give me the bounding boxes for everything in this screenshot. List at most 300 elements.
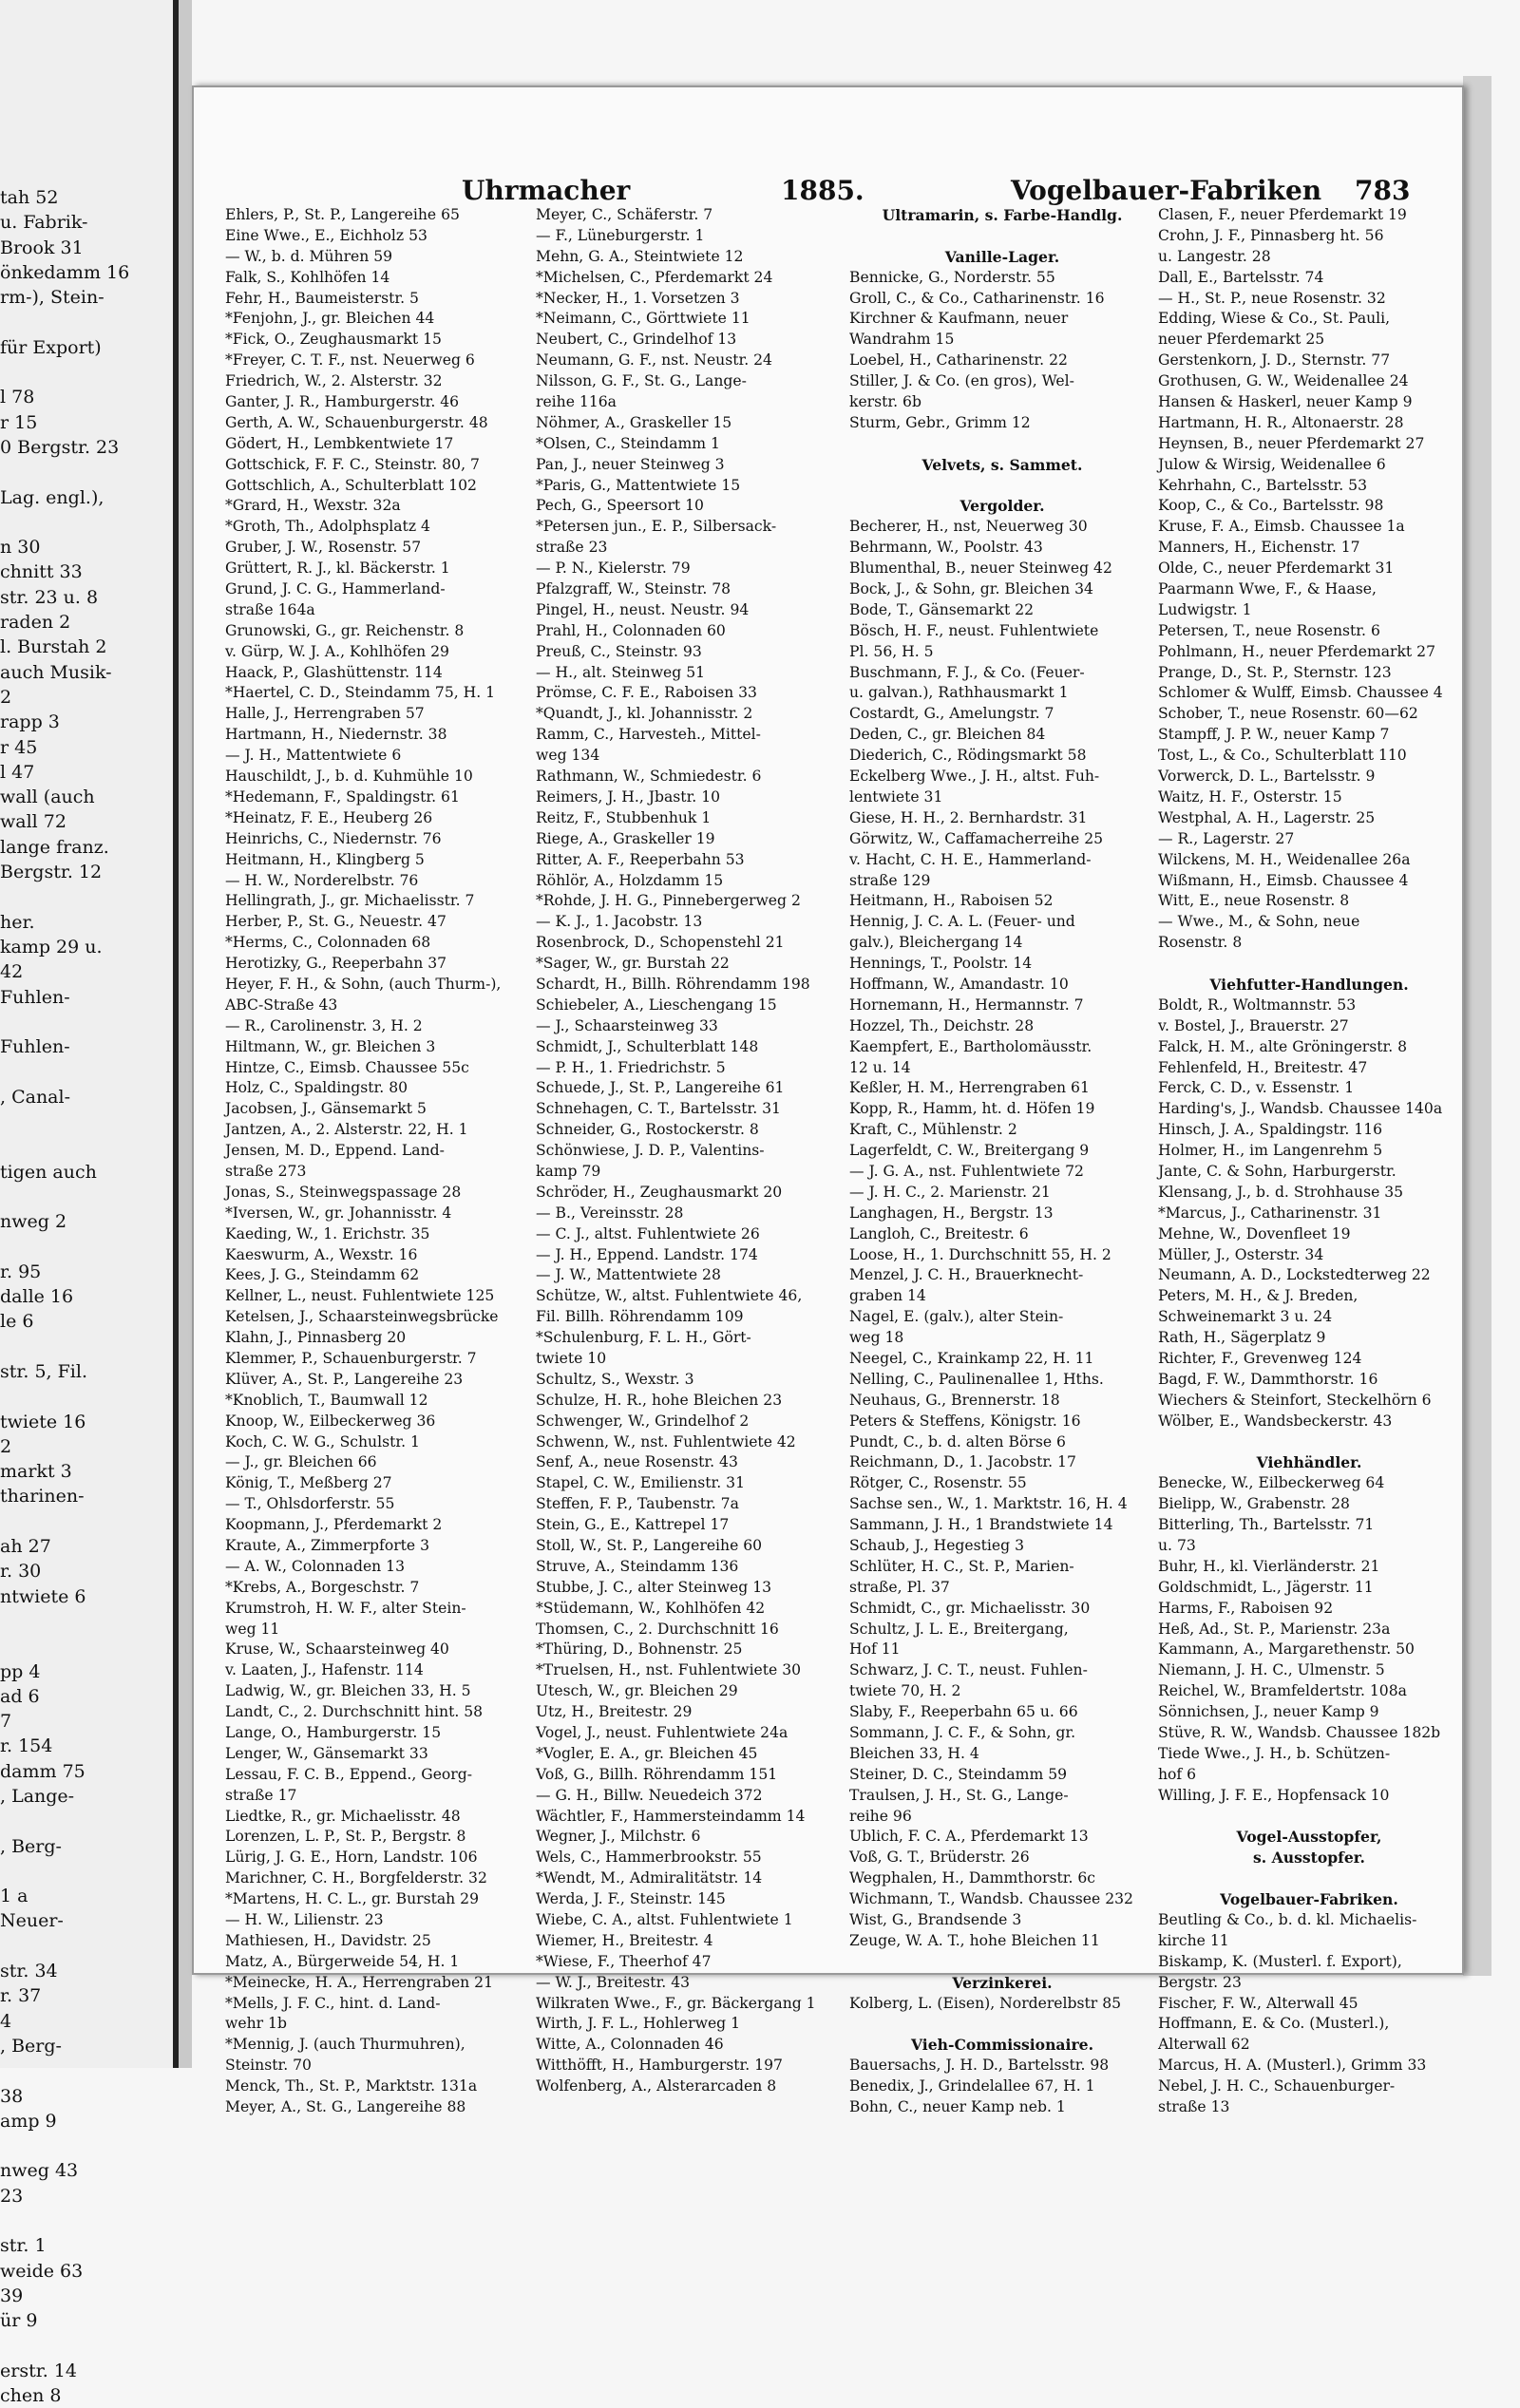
directory-entry: Giese, H. H., 2. Bernhardstr. 31 (849, 808, 1088, 826)
previous-page-line: raden 2 (0, 612, 71, 634)
directory-entry: — P. N., Kielerstr. 79 (536, 559, 691, 578)
spacer (849, 434, 1155, 455)
directory-entry: Wist, G., Brandsende 3 (849, 1911, 1022, 1929)
directory-entry: Jonas, S., Steinwegspassage 28 (225, 1183, 462, 1201)
previous-page-line: , Berg- (0, 2035, 62, 2057)
section-heading: Vergolder. (960, 497, 1045, 516)
directory-entry: Kaeswurm, A., Wexstr. 16 (225, 1245, 418, 1263)
directory-entry: Klensang, J., b. d. Strohhause 35 (1158, 1183, 1404, 1201)
directory-entry: *Krebs, A., Borgeschstr. 7 (225, 1578, 420, 1596)
directory-entry: Stapel, C. W., Emilienstr. 31 (536, 1474, 745, 1492)
previous-page-line: tigen auch (0, 1161, 97, 1183)
directory-entry: Bleichen 33, H. 4 (849, 1744, 979, 1762)
directory-entry: Westphal, A. H., Lagerstr. 25 (1158, 808, 1376, 826)
directory-entry: Hennings, T., Poolstr. 14 (849, 955, 1033, 973)
directory-entry: Utz, H., Breitestr. 29 (536, 1703, 693, 1721)
directory-entry: Wölber, E., Wandsbeckerstr. 43 (1158, 1412, 1393, 1430)
directory-entry: Benedix, J., Grindelallee 67, H. 1 (849, 2077, 1095, 2095)
previous-page-line: chnitt 33 (0, 561, 83, 583)
directory-entry: Jacobsen, J., Gänsemarkt 5 (225, 1100, 427, 1118)
directory-entry: Landt, C., 2. Durchschnitt hint. 58 (225, 1703, 484, 1721)
directory-entry: Kopp, R., Hamm, ht. d. Höfen 19 (849, 1100, 1095, 1118)
previous-page-line: nweg 2 (0, 1211, 67, 1233)
directory-entry: Bock, J., & Sohn, gr. Bleichen 34 (849, 580, 1093, 598)
directory-entry: Witthöfft, H., Hamburgerstr. 197 (536, 2057, 783, 2075)
directory-entry: Pundt, C., b. d. alten Börse 6 (849, 1432, 1066, 1450)
directory-entry: Nelling, C., Paulinenallee 1, Hths. (849, 1370, 1104, 1388)
directory-entry: *Petersen jun., E. P., Silbersack- (536, 518, 777, 536)
directory-entry: *Michelsen, C., Pferdemarkt 24 (536, 268, 773, 286)
directory-entry: Ladwig, W., gr. Bleichen 33, H. 5 (225, 1682, 471, 1700)
directory-entry: Hinsch, J. A., Spaldingstr. 116 (1158, 1121, 1383, 1139)
spacer (849, 1952, 1155, 1973)
directory-entry: u. galvan.), Rathhausmarkt 1 (849, 684, 1069, 702)
book-spine (179, 0, 192, 2068)
directory-entry: Sachse sen., W., 1. Marktstr. 16, H. 4 (849, 1495, 1128, 1513)
directory-entry: Wächtler, F., Hammersteindamm 14 (536, 1807, 806, 1825)
directory-entry: Bitterling, Th., Bartelsstr. 71 (1158, 1516, 1375, 1534)
directory-entry: *Mennig, J. (auch Thurmuhren), (225, 2036, 466, 2054)
directory-entry: Wels, C., Hammerbrookstr. 55 (536, 1849, 762, 1867)
directory-entry: König, T., Meßberg 27 (225, 1474, 392, 1492)
directory-entry: weg 11 (225, 1620, 280, 1638)
previous-page-line (0, 2058, 129, 2083)
previous-page-line: amp 9 (0, 2110, 57, 2132)
directory-entry: Heitmann, H., Raboisen 52 (849, 892, 1054, 910)
directory-entry: Reichmann, D., 1. Jacobstr. 17 (849, 1453, 1076, 1471)
directory-entry: — K. J., 1. Jacobstr. 13 (536, 913, 703, 931)
directory-entry: Schultz, S., Wexstr. 3 (536, 1370, 694, 1388)
column-2 (536, 205, 842, 2097)
directory-entry: Edding, Wiese & Co., St. Pauli, (1158, 310, 1391, 328)
directory-entry: Bohn, C., neuer Kamp neb. 1 (849, 2098, 1066, 2116)
previous-page-line: her. (0, 911, 35, 933)
section-heading: Velvets, s. Sammet. (922, 455, 1083, 474)
previous-page-line (0, 1384, 129, 1409)
directory-entry: — J. H., Mattentwiete 6 (225, 747, 402, 765)
directory-entry: Lange, O., Hamburgerstr. 15 (225, 1724, 442, 1742)
previous-page-line: ad 6 (0, 1685, 40, 1707)
directory-entry: Pan, J., neuer Steinweg 3 (536, 455, 725, 473)
previous-page-line (0, 1509, 129, 1534)
directory-entry: Grüttert, R. J., kl. Bäckerstr. 1 (225, 559, 450, 578)
directory-entry: Lürig, J. G. E., Horn, Landstr. 106 (225, 1849, 478, 1867)
directory-entry: Kammann, A., Margarethenstr. 50 (1158, 1640, 1415, 1659)
directory-entry: Meyer, C., Schäferstr. 7 (536, 206, 713, 223)
directory-entry: Hornemann, H., Hermannstr. 7 (849, 995, 1084, 1014)
directory-entry: Kees, J. G., Steindamm 62 (225, 1266, 420, 1284)
spacer (1158, 1868, 1460, 1889)
directory-entry: Pl. 56, H. 5 (849, 642, 934, 660)
directory-entry: straße, Pl. 37 (849, 1578, 950, 1596)
directory-entry: Kaempfert, E., Bartholomäusstr. (849, 1037, 1092, 1055)
directory-entry: Biskamp, K. (Musterl. f. Export), (1158, 1952, 1402, 1970)
previous-page-line: u. Fabrik- (0, 212, 88, 234)
directory-entry: Krumstroh, H. W. F., alter Stein- (225, 1599, 466, 1617)
directory-entry: Boldt, R., Woltmannstr. 53 (1158, 995, 1357, 1014)
directory-entry: Kraute, A., Zimmerpforte 3 (225, 1537, 430, 1554)
directory-entry: Hiltmann, W., gr. Bleichen 3 (225, 1037, 436, 1055)
directory-entry: Vogel, J., neust. Fuhlentwiete 24a (536, 1724, 788, 1742)
directory-entry: Neegel, C., Krainkamp 22, H. 11 (849, 1349, 1094, 1367)
year: 1885. (781, 175, 864, 206)
directory-entry: Menzel, J. C. H., Brauerknecht- (849, 1266, 1084, 1284)
directory-entry: Wegphalen, H., Dammthorstr. 6c (849, 1869, 1096, 1887)
directory-entry: Werda, J. F., Steinstr. 145 (536, 1890, 726, 1908)
previous-page-line (0, 2133, 129, 2158)
directory-entry: hof 6 (1158, 1765, 1197, 1783)
directory-entry: *Quandt, J., kl. Johannisstr. 2 (536, 705, 753, 723)
directory-entry: Friedrich, W., 2. Alsterstr. 32 (225, 372, 443, 390)
directory-entry: Röhlör, A., Holzdamm 15 (536, 871, 724, 889)
directory-entry: Rosenstr. 8 (1158, 934, 1243, 952)
directory-entry: Rosenbrock, D., Schopenstehl 21 (536, 934, 785, 952)
directory-entry: — J., Schaarsteinweg 33 (536, 1016, 718, 1034)
previous-page-line (0, 884, 129, 909)
directory-entry: Fehr, H., Baumeisterstr. 5 (225, 289, 419, 307)
previous-page-line (0, 2334, 129, 2359)
previous-page-line: r 15 (0, 411, 38, 433)
previous-page-line (0, 360, 129, 385)
previous-page-line (0, 1934, 129, 1959)
directory-entry: *Meinecke, H. A., Herrengraben 21 (225, 1973, 494, 1991)
directory-entry: Schönwiese, J. D. P., Valentins- (536, 1142, 765, 1160)
previous-page-line (0, 310, 129, 334)
directory-entry: *Heinatz, F. E., Heuberg 26 (225, 808, 433, 826)
directory-entry: wehr 1b (225, 2015, 287, 2033)
directory-entry: *Herms, C., Colonnaden 68 (225, 934, 431, 952)
directory-entry: Eckelberg Wwe., J. H., altst. Fuh- (849, 768, 1100, 786)
directory-entry: Harding's, J., Wandsb. Chaussee 140a (1158, 1100, 1443, 1118)
previous-page-text (0, 185, 129, 2408)
directory-entry: Blumenthal, B., neuer Steinweg 42 (849, 559, 1112, 578)
previous-page-line: für Export) (0, 336, 102, 358)
previous-page-line (0, 1134, 129, 1159)
directory-entry: *Truelsen, H., nst. Fuhlentwiete 30 (536, 1661, 802, 1679)
directory-entry: Hof 11 (849, 1640, 901, 1659)
previous-page-line: pp 4 (0, 1660, 41, 1682)
directory-entry: Tiede Wwe., J. H., b. Schützen- (1158, 1744, 1391, 1762)
directory-entry: Stoll, W., St. P., Langereihe 60 (536, 1537, 763, 1554)
directory-entry: Lorenzen, L. P., St. P., Bergstr. 8 (225, 1828, 466, 1846)
directory-entry: v. Laaten, J., Hafenstr. 114 (225, 1661, 424, 1679)
directory-entry: Gerth, A. W., Schauenburgerstr. 48 (225, 413, 488, 431)
previous-page-line: 2 (0, 1435, 12, 1457)
directory-entry: Reimers, J. H., Jbastr. 10 (536, 787, 721, 806)
directory-entry: Thomsen, C., 2. Durchschnitt 16 (536, 1620, 779, 1638)
directory-entry: neuer Pferdemarkt 25 (1158, 331, 1325, 349)
directory-entry: Koop, C., & Co., Bartelsstr. 98 (1158, 497, 1384, 515)
previous-page-line: , Berg- (0, 1835, 62, 1857)
directory-entry: Görwitz, W., Caffamacherreihe 25 (849, 829, 1104, 847)
directory-entry: — R., Carolinenstr. 3, H. 2 (225, 1016, 423, 1034)
directory-entry: Ehlers, P., St. P., Langereihe 65 (225, 206, 460, 223)
directory-entry: Wichmann, T., Wandsb. Chaussee 232 (849, 1890, 1133, 1908)
directory-entry: Kellner, L., neust. Fuhlentwiete 125 (225, 1287, 495, 1305)
directory-entry: twiete 10 (536, 1349, 607, 1367)
directory-entry: Gödert, H., Lembkentwiete 17 (225, 434, 454, 452)
directory-entry: — H. W., Lilienstr. 23 (225, 1911, 384, 1929)
directory-entry: *Marcus, J., Catharinenstr. 31 (1158, 1204, 1382, 1222)
directory-entry: Herotizky, G., Reeperbahn 37 (225, 955, 447, 973)
directory-entry: Schiebeler, A., Lieschengang 15 (536, 995, 777, 1014)
directory-entry: Wiechers & Steinfort, Steckelhörn 6 (1158, 1391, 1432, 1409)
directory-entry: Nagel, E. (galv.), alter Stein- (849, 1308, 1064, 1326)
directory-entry: Wißmann, H., Eimsb. Chaussee 4 (1158, 871, 1409, 889)
previous-page-line (0, 1010, 129, 1034)
directory-entry: Gottschick, F. F. C., Steinstr. 80, 7 (225, 455, 480, 473)
directory-entry: Wandrahm 15 (849, 331, 955, 349)
directory-entry: Klemmer, P., Schauenburgerstr. 7 (225, 1349, 477, 1367)
directory-entry: Bode, T., Gänsemarkt 22 (849, 600, 1035, 618)
directory-entry: Knoop, W., Eilbeckerweg 36 (225, 1412, 436, 1430)
previous-page-line: önkedamm 16 (0, 261, 130, 283)
directory-entry: *Wendt, M., Admiralitätstr. 14 (536, 1869, 763, 1887)
directory-entry: — H., St. P., neue Rosenstr. 32 (1158, 289, 1386, 307)
previous-page-line (0, 1234, 129, 1259)
directory-entry: Bösch, H. F., neust. Fuhlentwiete (849, 621, 1099, 639)
directory-entry: Bielipp, W., Grabenstr. 28 (1158, 1495, 1350, 1513)
directory-entry: *Wiese, F., Theerhof 47 (536, 1952, 712, 1970)
previous-page-line: 4 (0, 2010, 12, 2032)
directory-entry: straße 164a (225, 600, 315, 618)
directory-entry: Wiemer, H., Breitestr. 4 (536, 1931, 713, 1949)
directory-entry: Fehlenfeld, H., Breitestr. 47 (1158, 1058, 1368, 1076)
directory-entry: Prahl, H., Colonnaden 60 (536, 621, 726, 639)
directory-entry: kerstr. 6b (849, 393, 922, 411)
directory-entry: Hintze, C., Eimsb. Chaussee 55c (225, 1058, 469, 1076)
previous-page-line: str. 34 (0, 1961, 58, 1982)
directory-entry: Olde, C., neuer Pferdemarkt 31 (1158, 559, 1395, 578)
directory-entry: *Groth, Th., Adolphsplatz 4 (225, 518, 430, 536)
spacer (1158, 1432, 1460, 1453)
previous-page-line: Fuhlen- (0, 1036, 70, 1058)
directory-entry: Wilkraten Wwe., F., gr. Bäckergang 1 (536, 1994, 816, 2012)
directory-entry: *Freyer, C. T. F., nst. Neuerweg 6 (225, 351, 475, 370)
directory-entry: Schweinemarkt 3 u. 24 (1158, 1308, 1333, 1326)
directory-entry: Witte, A., Colonnaden 46 (536, 2036, 724, 2054)
directory-entry: Pohlmann, H., neuer Pferdemarkt 27 (1158, 642, 1435, 660)
directory-entry: Benecke, W., Eilbeckerweg 64 (1158, 1474, 1385, 1492)
directory-entry: Hartmann, H., Niedernstr. 38 (225, 726, 447, 744)
directory-entry: Neubert, C., Grindelhof 13 (536, 331, 737, 349)
directory-entry: *Fenjohn, J., gr. Bleichen 44 (225, 310, 435, 328)
previous-page-line: wall 72 (0, 811, 66, 833)
column-3 (849, 205, 1155, 2118)
directory-entry: weg 18 (849, 1329, 904, 1347)
directory-entry: Tost, L., & Co., Schulterblatt 110 (1158, 747, 1407, 765)
directory-entry: Pingel, H., neust. Neustr. 94 (536, 600, 750, 618)
directory-entry: Lenger, W., Gänsemarkt 33 (225, 1744, 428, 1762)
directory-entry: Beutling & Co., b. d. kl. Michaelis- (1158, 1911, 1417, 1929)
directory-entry: Schnehagen, C. T., Bartelsstr. 31 (536, 1100, 781, 1118)
directory-entry: Schwenn, W., nst. Fuhlentwiete 42 (536, 1432, 796, 1450)
previous-page-line: r. 154 (0, 1735, 53, 1757)
directory-entry: Rötger, C., Rosenstr. 55 (849, 1474, 1027, 1492)
directory-entry: Slaby, F., Reeperbahn 65 u. 66 (849, 1703, 1078, 1721)
directory-entry: *Grard, H., Wexstr. 32a (225, 497, 401, 515)
directory-entry: Klüver, A., St. P., Langereihe 23 (225, 1370, 464, 1388)
previous-page-line: r. 37 (0, 1985, 42, 2007)
directory-entry: Sturm, Gebr., Grimm 12 (849, 413, 1031, 431)
previous-page-line: 2 (0, 686, 12, 708)
directory-entry: Sommann, J. C. F., & Sohn, gr. (849, 1724, 1076, 1742)
directory-entry: Fil. Billh. Röhrendamm 109 (536, 1308, 744, 1326)
directory-entry: weg 134 (536, 747, 600, 765)
previous-page-line: 7 (0, 1711, 12, 1733)
directory-entry: Schlüter, H. C., St. P., Marien- (849, 1557, 1074, 1575)
previous-page-line: tah 52 (0, 187, 59, 208)
previous-page-line: damm 75 (0, 1760, 86, 1782)
directory-entry: Herber, P., St. G., Neuestr. 47 (225, 913, 446, 931)
directory-entry: Neuhaus, G., Brennerstr. 18 (849, 1391, 1060, 1409)
directory-entry: Jensen, M. D., Eppend. Land- (225, 1142, 445, 1160)
directory-entry: Manners, H., Eichenstr. 17 (1158, 539, 1360, 557)
directory-entry: Mehne, W., Dovenfleet 19 (1158, 1224, 1351, 1242)
directory-entry: Utesch, W., gr. Bleichen 29 (536, 1682, 738, 1700)
directory-entry: Loose, H., 1. Durchschnitt 55, H. 2 (849, 1245, 1112, 1263)
directory-entry: Nöhmer, A., Graskeller 15 (536, 413, 732, 431)
directory-entry: Voß, G., Billh. Röhrendamm 151 (536, 1765, 778, 1783)
directory-entry: — W., b. d. Mühren 59 (225, 247, 393, 265)
directory-entry: Schröder, H., Zeughausmarkt 20 (536, 1183, 783, 1201)
directory-entry: Lagerfeldt, C. W., Breitergang 9 (849, 1142, 1090, 1160)
directory-entry: Schober, T., neue Rosenstr. 60—62 (1158, 705, 1418, 723)
directory-entry: graben 14 (849, 1287, 926, 1305)
directory-entry: Schuede, J., St. P., Langereihe 61 (536, 1079, 785, 1097)
previous-page-edge (0, 0, 179, 2407)
directory-entry: Paarmann Wwe, F., & Haase, (1158, 580, 1377, 598)
directory-entry: straße 17 (225, 1786, 297, 1804)
directory-entry: Preuß, C., Steinstr. 93 (536, 642, 702, 660)
directory-entry: straße 273 (225, 1162, 307, 1180)
directory-entry: — G. H., Billw. Neuedeich 372 (536, 1786, 763, 1804)
directory-entry: v. Bostel, J., Brauerstr. 27 (1158, 1016, 1349, 1034)
directory-entry: *Neimann, C., Görttwiete 11 (536, 310, 750, 328)
directory-entry: u. Langestr. 28 (1158, 247, 1271, 265)
directory-entry: Koch, C. W. G., Schulstr. 1 (225, 1432, 420, 1450)
directory-entry: straße 13 (1158, 2098, 1230, 2116)
previous-page-line: r 45 (0, 736, 38, 758)
previous-page-line: ntwiete 6 (0, 1585, 86, 1607)
previous-page-line (0, 1634, 129, 1659)
directory-entry: Eine Wwe., E., Eichholz 53 (225, 226, 428, 244)
directory-entry: Holmer, H., im Langenrehm 5 (1158, 1142, 1383, 1160)
directory-entry: *Thüring, D., Bohnenstr. 25 (536, 1640, 743, 1659)
directory-entry: Gruber, J. W., Rosenstr. 57 (225, 539, 422, 557)
directory-entry: Clasen, F., neuer Pferdemarkt 19 (1158, 206, 1407, 223)
directory-entry: — H., alt. Steinweg 51 (536, 663, 706, 681)
directory-entry: ABC-Straße 43 (225, 995, 338, 1014)
directory-entry: *Iversen, W., gr. Johannisstr. 4 (225, 1204, 452, 1222)
directory-entry: — J. H., Eppend. Landstr. 174 (536, 1245, 758, 1263)
directory-entry: Lessau, F. C. B., Eppend., Georg- (225, 1765, 473, 1783)
directory-entry: Reitz, F., Stubbenhuk 1 (536, 808, 712, 826)
directory-entry: *Sager, W., gr. Burstah 22 (536, 955, 730, 973)
directory-entry: Traulsen, J. H., St. G., Lange- (849, 1786, 1069, 1804)
directory-entry: lentwiete 31 (849, 787, 943, 806)
directory-entry: Bennicke, G., Norderstr. 55 (849, 268, 1055, 286)
directory-entry: *Olsen, C., Steindamm 1 (536, 434, 720, 452)
directory-entry: Koopmann, J., Pferdemarkt 2 (225, 1516, 443, 1534)
directory-entry: Ublich, F. C. A., Pferdemarkt 13 (849, 1828, 1089, 1846)
directory-entry: — A. W., Colonnaden 13 (225, 1557, 406, 1575)
directory-entry: Mathiesen, H., Davidstr. 25 (225, 1931, 431, 1949)
directory-entry: Alterwall 62 (1158, 2036, 1250, 2054)
spacer (849, 226, 1155, 247)
directory-entry: Sönnichsen, J., neuer Kamp 9 (1158, 1703, 1379, 1721)
section-title-left: Uhrmacher (462, 175, 631, 206)
directory-entry: Stampff, J. P. W., neuer Kamp 7 (1158, 726, 1390, 744)
previous-page-line: 1 a (0, 1886, 28, 1907)
previous-page-line: l 47 (0, 761, 35, 783)
directory-entry: *Mells, J. F. C., hint. d. Land- (225, 1994, 441, 2012)
directory-entry: Müller, J., Osterstr. 34 (1158, 1245, 1324, 1263)
directory-entry: Steiner, D. C., Steindamm 59 (849, 1765, 1068, 1783)
directory-entry: Buschmann, F. J., & Co. (Feuer- (849, 663, 1085, 681)
directory-entry: Vorwerck, D. L., Bartelsstr. 9 (1158, 768, 1376, 786)
directory-entry: Halle, J., Herrengraben 57 (225, 705, 425, 723)
previous-page-line (0, 1335, 129, 1359)
previous-page-line: weide 63 (0, 2260, 84, 2282)
previous-page-line: str. 23 u. 8 (0, 586, 99, 608)
previous-page-line (0, 1185, 129, 1209)
previous-page-line: , Lange- (0, 1786, 75, 1807)
directory-entry: straße 129 (849, 871, 931, 889)
directory-entry: Ketelsen, J., Schaarsteinwegsbrücke (225, 1308, 499, 1326)
previous-page-line: rm-), Stein- (0, 287, 104, 309)
directory-entry: Bagd, F. W., Dammthorstr. 16 (1158, 1370, 1378, 1388)
previous-page-line: erstr. 14 (0, 2360, 77, 2381)
directory-entry: Stubbe, J. C., alter Steinweg 13 (536, 1578, 772, 1596)
directory-entry: Kolberg, L. (Eisen), Norderelbstr 85 (849, 1994, 1122, 2012)
directory-entry: Neumann, G. F., nst. Neustr. 24 (536, 351, 772, 370)
directory-entry: Schultz, J. L. E., Breitergang, (849, 1620, 1069, 1638)
section-heading: s. Ausstopfer. (1253, 1849, 1365, 1868)
directory-entry: Klahn, J., Pinnasberg 20 (225, 1329, 407, 1347)
directory-entry: Waitz, H. F., Osterstr. 15 (1158, 787, 1342, 806)
previous-page-line: l. Burstah 2 (0, 636, 107, 658)
directory-entry: Ramm, C., Harvesteh., Mittel- (536, 726, 761, 744)
spacer (849, 2014, 1155, 2035)
directory-entry: Menck, Th., St. P., Marktstr. 131a (225, 2077, 478, 2095)
directory-entry: Prange, D., St. P., Sternstr. 123 (1158, 663, 1392, 681)
directory-entry: Fischer, F. W., Alterwall 45 (1158, 1994, 1358, 2012)
directory-entry: — F., Lüneburgerstr. 1 (536, 226, 705, 244)
directory-entry: Groll, C., & Co., Catharinenstr. 16 (849, 289, 1105, 307)
directory-entry: *Schulenburg, F. L. H., Gört- (536, 1329, 751, 1347)
directory-entry: straße 23 (536, 539, 608, 557)
directory-entry: Falk, S., Kohlhöfen 14 (225, 268, 390, 286)
directory-entry: Diederich, C., Rödingsmarkt 58 (849, 747, 1087, 765)
directory-entry: Wilckens, M. H., Weidenallee 26a (1158, 850, 1411, 868)
directory-entry: Pfalzgraff, W., Steinstr. 78 (536, 580, 732, 598)
directory-entry: Marichner, C. H., Borgfelderstr. 32 (225, 1869, 487, 1887)
directory-entry: Stein, G., E., Kattrepel 17 (536, 1516, 730, 1534)
directory-entry: kirche 11 (1158, 1931, 1229, 1949)
previous-page-line: kamp 29 u. (0, 936, 103, 958)
directory-entry: Riege, A., Graskeller 19 (536, 829, 715, 847)
previous-page-line (0, 1809, 129, 1833)
directory-entry: Hauschildt, J., b. d. Kuhmühle 10 (225, 768, 473, 786)
directory-entry: Grund, J. C. G., Hammerland- (225, 580, 446, 598)
directory-entry: galv.), Bleichergang 14 (849, 934, 1023, 952)
directory-entry: Schütze, W., altst. Fuhlentwiete 46, (536, 1287, 803, 1305)
directory-entry: Heynsen, B., neuer Pferdemarkt 27 (1158, 434, 1425, 452)
previous-page-line (0, 2209, 129, 2233)
previous-page-line: ah 27 (0, 1536, 51, 1558)
previous-page-line: n 30 (0, 537, 41, 559)
